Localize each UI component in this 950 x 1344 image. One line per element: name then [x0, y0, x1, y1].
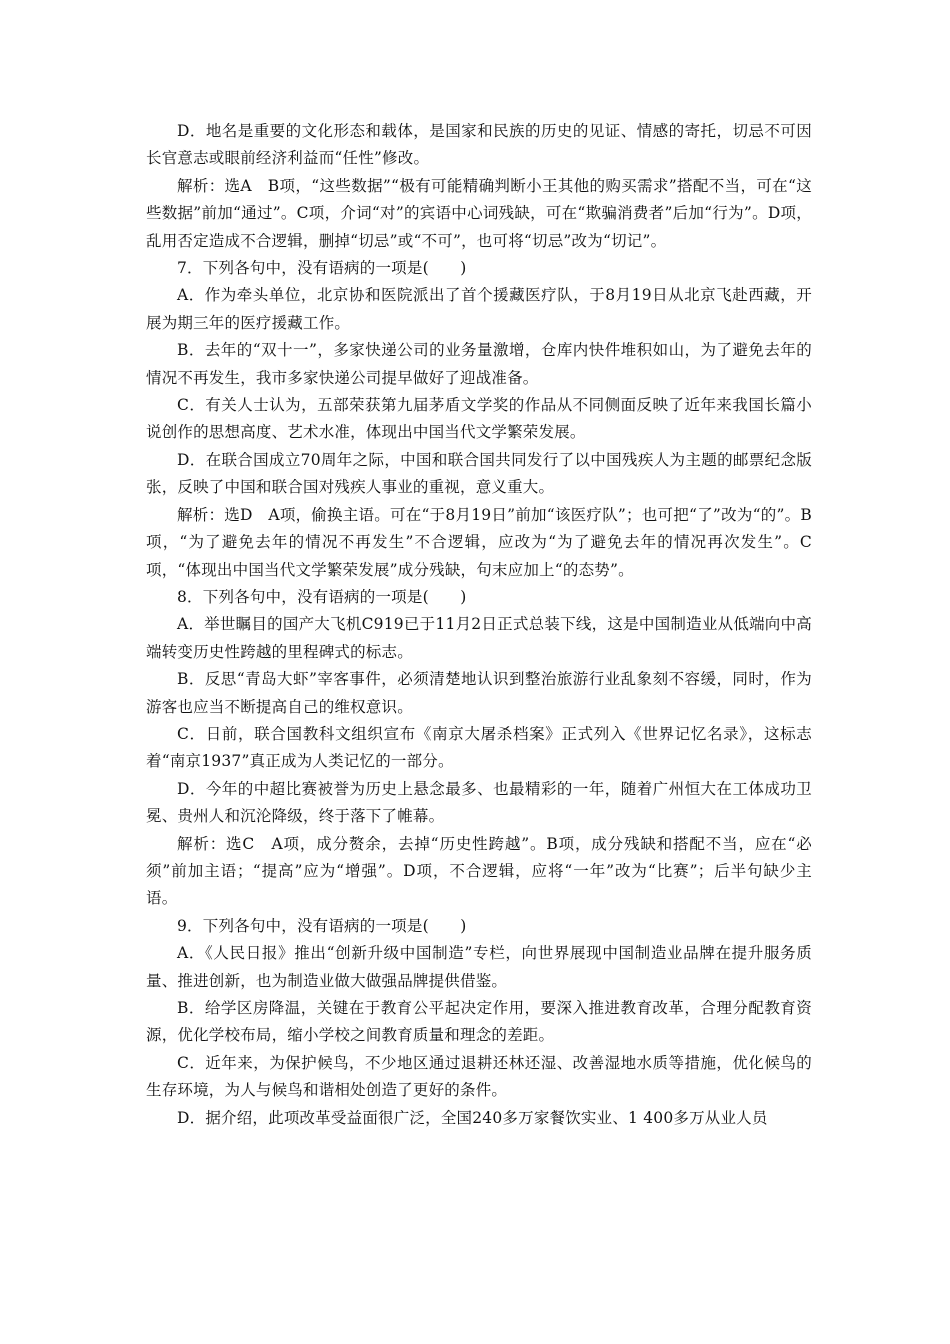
question-7-option-b: B．去年的“双十一”，多家快递公司的业务量激增，仓库内快件堆积如山，为了避免去年的情况不再发生，我市多家快递公司提早做好了迎战准备。	[146, 341, 812, 387]
document-body	[146, 118, 812, 1132]
question-9-option-b: B．给学区房降温，关键在于教育公平起决定作用，要深入推进教育改革，合理分配教育资源，优化学校布局，缩小学校之间教育质量和理念的差距。	[146, 999, 812, 1045]
question-7-option-c: C．有关人士认为，五部荣获第九届茅盾文学奖的作品从不同侧面反映了近年来我国长篇小说创作的思想高度、艺术水准，体现出中国当代文学繁荣发展。	[146, 396, 812, 442]
question-8-option-b: B．反思“青岛大虾”宰客事件，必须清楚地认识到整治旅游行业乱象刻不容缓，同时，作为游客也应当不断提高自己的维权意识。	[146, 670, 812, 716]
analysis-paragraph-7: 解析：选D A项，偷换主语。可在“于8月19日”前加“该医疗队”；也可把“了”改为“的”。B项，“为了避免去年的情况不再发生”不合逻辑，应改为“为了避免去年的情况再次发生”。C项，“体现出中国当代文学繁荣发展”成分残缺，句末应加上“的态势”。	[146, 505, 812, 579]
question-9-option-a: A．《人民日报》推出“创新升级中国制造”专栏，向世界展现中国制造业品牌在提升服务质量、推进创新，也为制造业做大做强品牌提供借鉴。	[146, 944, 812, 990]
option-d-paragraph: D．地名是重要的文化形态和载体，是国家和民族的历史的见证、情感的寄托，切忌不可因长官意志或眼前经济利益而“任性”修改。	[146, 122, 812, 168]
question-8-option-c: C．日前，联合国教科文组织宣布《南京大屠杀档案》正式列入《世界记忆名录》，这标志着“南京1937”真正成为人类记忆的一部分。	[146, 724, 812, 771]
question-8-stem: 8．下列各句中，没有语病的一项是( )	[177, 587, 467, 606]
analysis-paragraph-6: 解析：选A B项，“这些数据”“极有可能精确判断小王其他的购买需求”搭配不当，可在“这些数据”前加“通过”。C项，介词“对”的宾语中心词残缺，可在“欺骗消费者”后加“行为”。D项，乱用否定造成不合逻辑，删掉“切忌”或“不可”，也可将“切忌”改为“切记”。	[146, 176, 812, 250]
question-8-option-d: D．今年的中超比赛被誉为历史上悬念最多、也最精彩的一年，随着广州恒大在工体成功卫冕、贵州人和沉沦降级，终于落下了帷幕。	[146, 779, 812, 826]
question-7-option-a: A．作为牵头单位，北京协和医院派出了首个援藏医疗队，于8月19日从北京飞赴西藏，开展为期三年的医疗援藏工作。	[146, 286, 812, 332]
question-8-option-a: A．举世瞩目的国产大飞机C919已于11月2日正式总装下线，这是中国制造业从低端向中高端转变历史性跨越的里程碑式的标志。	[146, 615, 812, 661]
question-9-stem: 9．下列各句中，没有语病的一项是( )	[177, 916, 467, 935]
question-7-stem: 7．下列各句中，没有语病的一项是( )	[177, 259, 467, 278]
analysis-paragraph-8: 解析：选C A项，成分赘余，去掉“历史性跨越”。B项，成分残缺和搭配不当，应在“必须”前加主语；“提高”应为“增强”。D项，不合逻辑，应将“一年”改为“比赛”；后半句缺少主语。	[146, 834, 812, 908]
question-9-option-d: D．据介绍，此项改革受益面很广泛，全国240多万家餐饮实业、1 400多万从业人员	[177, 1108, 768, 1127]
question-7-option-d: D．在联合国成立70周年之际，中国和联合国共同发行了以中国残疾人为主题的邮票纪念版张，反映了中国和联合国对残疾人事业的重视，意义重大。	[146, 450, 812, 497]
question-9-option-c: C．近年来，为保护候鸟，不少地区通过退耕还林还湿、改善湿地水质等措施，优化候鸟的生存环境，为人与候鸟和谐相处创造了更好的条件。	[146, 1053, 812, 1100]
